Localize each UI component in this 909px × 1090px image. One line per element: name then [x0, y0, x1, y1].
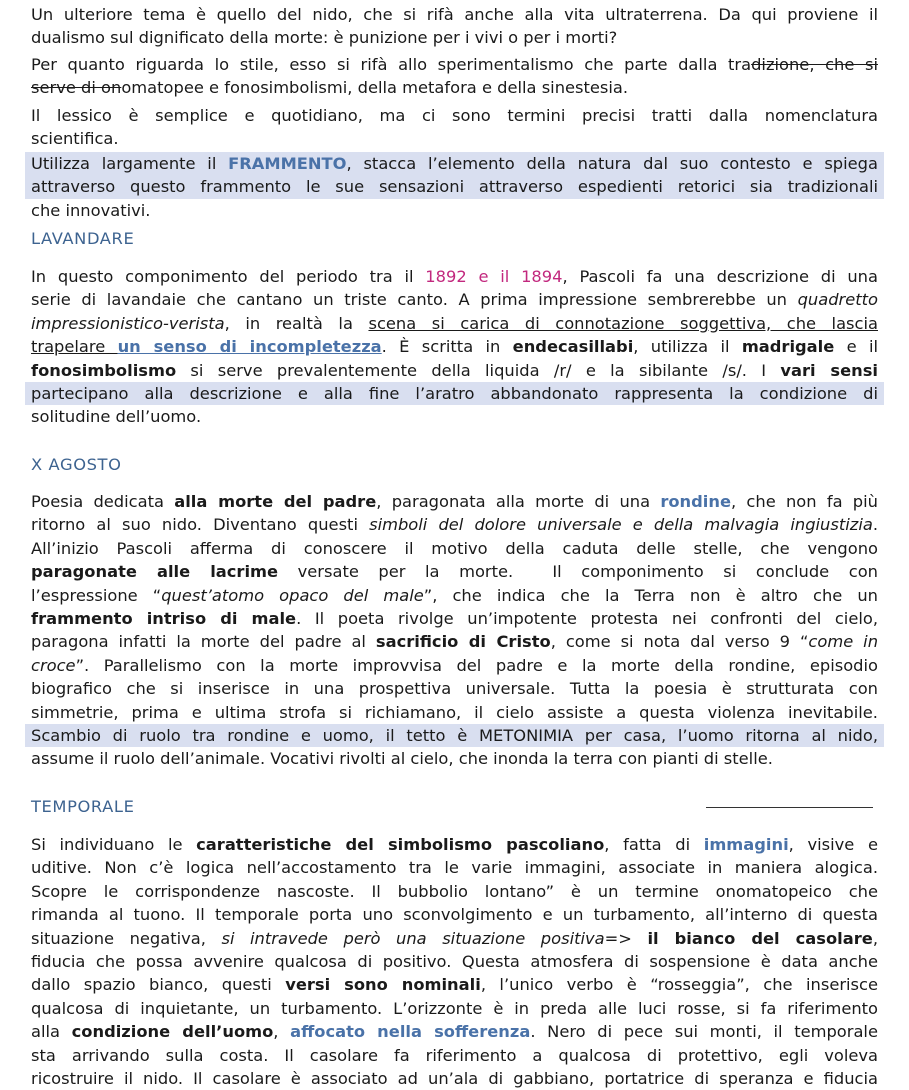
section-heading-x-agosto: X AGOSTO	[31, 455, 122, 474]
text-line: uditive. Non c’è logica nell’accostamento tra le varie immagini, associate in maniera alogica.	[31, 858, 878, 878]
horizontal-rule	[706, 807, 873, 808]
section-heading-temporale: TEMPORALE	[31, 797, 135, 816]
text-line: Il lessico è semplice e quotidiano, ma ci sono termini precisi tratti dalla nomenclatura	[31, 106, 878, 125]
text-line: scientifica.	[31, 129, 119, 149]
keyword-frammento: FRAMMENTO	[228, 154, 347, 173]
intro-paragraph-lexicon	[31, 104, 878, 151]
intro-paragraph-fragment	[31, 152, 878, 222]
highlighted-line: Scambio di ruolo tra rondine e uomo, il tetto è METONIMIA per casa, l’uomo ritorna al nido,	[25, 724, 884, 747]
text-line: trapelare un senso di incompletezza. È scritta in endecasillabi, utilizza il madrigale e il	[31, 337, 879, 357]
text-line: assume il ruolo dell’animale. Vocativi rivolti al cielo, che inonda la terra con pianti di stelle.	[31, 749, 773, 769]
section-heading-lavandare: LAVANDARE	[31, 229, 135, 248]
highlighted-line: Utilizza largamente il FRAMMENTO, stacca l’elemento della natura dal suo contesto e spiega	[25, 152, 884, 175]
intro-paragraph-style	[31, 53, 878, 100]
temporale-paragraph	[31, 833, 878, 1090]
text-line: Un ulteriore tema è quello del nido, che si rifà anche alla vita ultraterrena. Da qui proviene il	[31, 5, 878, 24]
text-line: impressionistico-verista, in realtà la scena si carica di connotazione soggettiva, che lascia	[31, 313, 878, 333]
text-line: paragona infatti la morte del padre al sacrificio di Cristo, come si nota dal verso 9 “come in	[31, 632, 879, 652]
strikethrough-text: dizione, che si	[751, 55, 878, 74]
text-line: sta arrivando sulla costa. Il casolare fa riferimento a qualcosa di protettivo, egli voleva	[31, 1045, 878, 1065]
text-line: solitudine dell’uomo.	[31, 407, 202, 427]
text-line: paragonate alle lacrime versate per la morte. Il componimento si conclude con	[31, 562, 878, 582]
text-line: qualcosa di inquietante, un turbamento. L’orizzonte è in preda alle luci rosse, si fa riferimento	[31, 998, 878, 1018]
text-line: l’espressione “quest’atomo opaco del male”, che indica che la Terra non è altro che un	[31, 585, 879, 605]
text-line: che innovativi.	[31, 200, 151, 220]
text-line: fiducia che possa avvenire qualcosa di positivo. Questa atmosfera di sospensione è data anche	[31, 951, 878, 971]
text-line: In questo componimento del periodo tra il 1892 e il 1894, Pascoli fa una descrizione di una	[31, 267, 878, 286]
text-line: biografico che si inserisce in una prospettiva universale. Tutta la poesia è strutturata con	[31, 679, 878, 699]
text-line: All’inizio Pascoli afferma di conoscere il motivo della caduta delle stelle, che vengono	[31, 538, 878, 558]
text-line: Per quanto riguarda lo stile, esso si rifà allo sperimentalismo che parte dalla tradizione, che si	[31, 55, 878, 74]
text-line: frammento intriso di male. Il poeta rivolge un’impotente protesta nei confronti del cielo,	[31, 608, 878, 628]
text-line: ritorno al suo nido. Diventano questi simboli del dolore universale e della malvagia ingiustizia.	[31, 515, 879, 535]
text-line: serie di lavandaie che cantano un triste canto. A prima impressione sembrerebbe un quadretto	[31, 290, 878, 310]
text-line: Scopre le corrispondenze nascoste. Il bubbolio lontano” è un termine onomatopeico che	[31, 881, 878, 901]
keyword-immagini: immagini	[703, 835, 789, 854]
text-line: croce”. Parallelismo con la morte improvvisa del padre e la morte della rondine, episodio	[31, 655, 878, 675]
intro-paragraph-nest	[31, 3, 878, 50]
keyword-sofferenza: affocato nella sofferenza	[290, 1022, 531, 1042]
underlined-text: scena si carica di connotazione soggettiva, che lascia	[368, 313, 878, 333]
lavandare-paragraph	[31, 265, 878, 429]
keyword-rondine: rondine	[660, 492, 731, 511]
text-line: situazione negativa, si intravede però una situazione positiva=> il bianco del casolare,	[31, 928, 878, 948]
highlighted-line: partecipano alla descrizione e alla fine l’aratro abbandonato rappresenta la condizione di	[25, 382, 884, 405]
text-line: dualismo sul dignificato della morte: è punizione per i vivi o per i morti?	[31, 28, 618, 48]
text-line: serve di onomatopee e fonosimbolismi, della metafora e della sinestesia.	[31, 78, 629, 98]
keyword-incompletezza: un senso di incompletezza	[117, 337, 382, 357]
text-line: rimanda al tuono. Il temporale porta uno sconvolgimento e un turbamento, all’interno di questa	[31, 905, 878, 925]
text-line: dallo spazio bianco, questi versi sono nominali, l’unico verbo è “rosseggia”, che inserisce	[31, 975, 879, 995]
text-line: Si individuano le caratteristiche del simbolismo pascoliano, fatta di immagini, visive e	[31, 835, 879, 854]
text-line: alla condizione dell’uomo, affocato nella sofferenza. Nero di pece sui monti, il temporale	[31, 1022, 878, 1042]
highlighted-line: attraverso questo frammento le sue sensazioni attraverso espedienti retorici sia tradizionali	[25, 175, 884, 198]
text-line: Poesia dedicata alla morte del padre, paragonata alla morte di una rondine, che non fa più	[31, 492, 878, 511]
date-range: 1892 e il 1894	[425, 267, 563, 286]
text-line: simmetrie, prima e ultima strofa si richiamano, il cielo assiste a questa violenza inevitabile.	[31, 702, 878, 722]
x-agosto-paragraph	[31, 490, 878, 771]
text-line: ricostruire il nido. Il casolare è associato ad un’ala di gabbiano, portatrice di speranza e fiducia	[31, 1068, 878, 1088]
text-line: fonosimbolismo si serve prevalentemente della liquida /r/ e la sibilante /s/. I vari sensi	[31, 360, 878, 380]
strikethrough-text: serve di on	[31, 78, 122, 98]
